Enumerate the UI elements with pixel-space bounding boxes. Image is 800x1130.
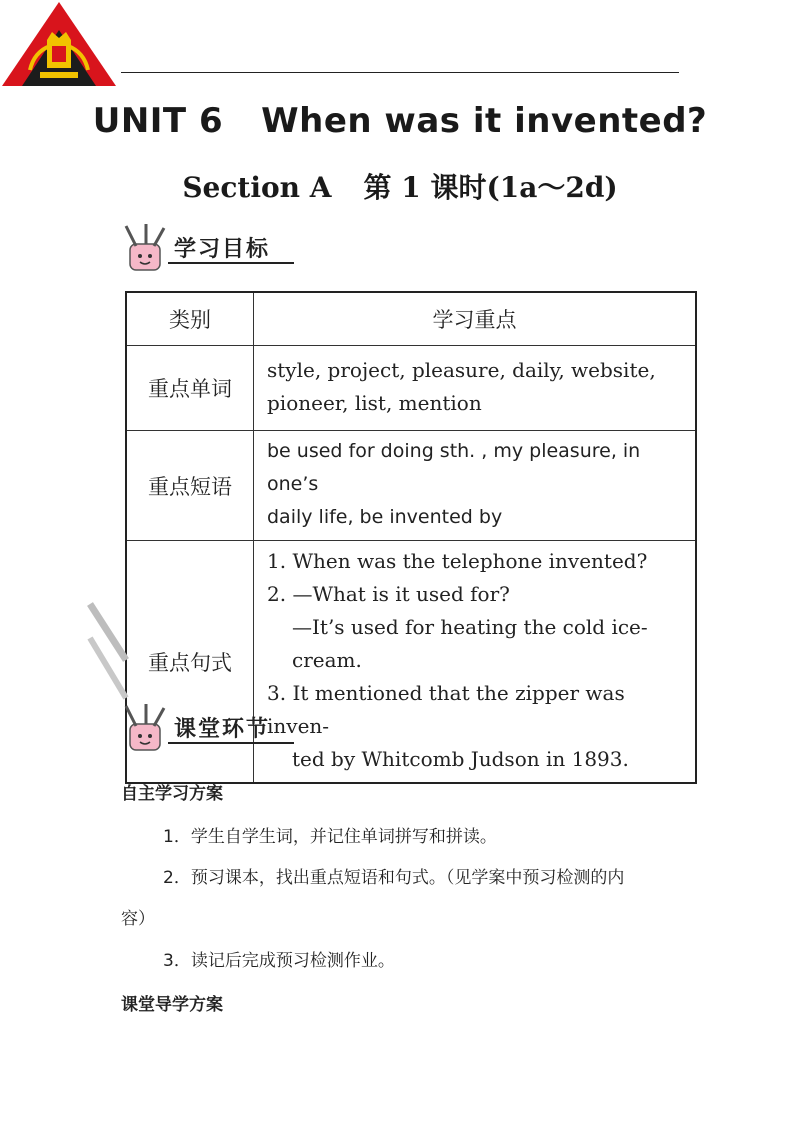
unit-label: UNIT 6	[92, 101, 224, 141]
header-category: 类别	[126, 292, 254, 346]
goals-heading-text: 学习目标	[174, 237, 271, 262]
category-cell: 重点句式	[126, 541, 254, 784]
mascot-pencil-cup-icon	[116, 702, 176, 756]
lesson-label: 第 1 课时(1a～2d)	[363, 171, 618, 204]
guided-study-title: 课堂导学方案	[121, 995, 223, 1015]
content-line: —It’s used for heating the cold ice-	[292, 615, 648, 639]
watermark-mark	[86, 598, 136, 710]
table-row	[126, 346, 696, 431]
class-heading-rule	[168, 742, 294, 744]
unit-title	[0, 101, 800, 141]
self-study-item: 3．读记后完成预习检测作业。	[163, 951, 395, 971]
category-cell: 重点短语	[126, 431, 254, 541]
category-cell: 重点单词	[126, 346, 254, 431]
content-line: pioneer, list, mention	[267, 391, 482, 415]
self-study-item: 1．学生自学生词，并记住单词拼写和拼读。	[163, 827, 497, 847]
content-line: style, project, pleasure, daily, website,	[267, 358, 656, 382]
self-study-item-continued: 容）	[121, 909, 155, 929]
goals-heading-rule	[168, 262, 294, 264]
content-line: 1. When was the telephone invented?	[267, 549, 648, 573]
section-title	[0, 166, 800, 206]
class-heading-text: 课堂环节	[174, 717, 271, 742]
class-heading	[116, 702, 296, 756]
table-header-row	[126, 292, 696, 346]
table-row	[126, 431, 696, 541]
section-label: Section A	[182, 171, 332, 204]
content-line: 3. It mentioned that the zipper was inven-	[267, 681, 625, 738]
content-line: cream.	[292, 648, 362, 672]
content-line: be used for doing sth. , my pleasure, in one’s	[267, 440, 641, 495]
content-cell	[254, 541, 697, 784]
header-rule	[121, 72, 679, 73]
content-line: daily life, be invented by	[267, 506, 503, 528]
mascot-pencil-cup-icon	[116, 222, 176, 276]
header-focus: 学习重点	[254, 292, 697, 346]
self-study-title: 自主学习方案	[121, 784, 223, 804]
goals-heading	[116, 222, 296, 276]
content-line: ted by Whitcomb Judson in 1893.	[292, 747, 629, 771]
content-line: 2. —What is it used for?	[267, 582, 510, 606]
self-study-item: 2．预习课本，找出重点短语和句式。（见学案中预习检测的内	[163, 868, 625, 888]
content-cell	[254, 431, 697, 541]
school-logo	[0, 0, 118, 88]
unit-question: When was it invented?	[261, 101, 708, 141]
content-cell	[254, 346, 697, 431]
